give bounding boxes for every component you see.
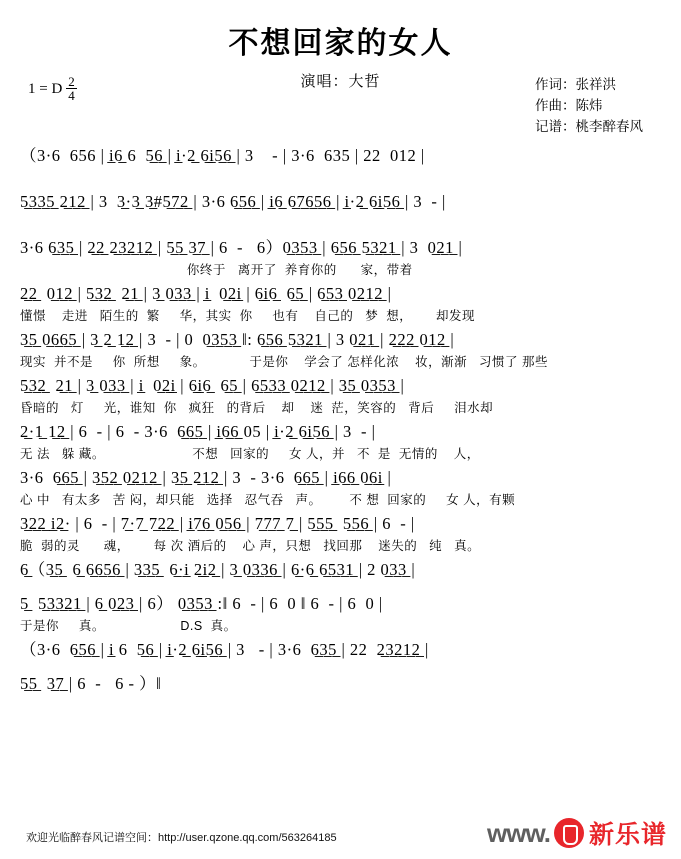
watermark-url: www. (487, 817, 550, 848)
score-line (20, 594, 661, 640)
lyrics-row (20, 170, 661, 188)
lyrics-row (20, 698, 661, 716)
time-signature-denominator: 4 (68, 88, 75, 103)
score-line (20, 468, 661, 514)
notation-row: 5̲5̲ 3̲7̲ | 6 - 6 - ）‖ (20, 674, 162, 693)
score-line (20, 238, 661, 284)
watermark-brand: 新乐谱 (588, 821, 667, 849)
notation-row: 3·6 6̲6̲5̲ | 3̲5̲2̲ 0̲2̲1̲2̲ | 3̲5̲ 2̲1̲2̲ | 3 - 3·6 6̲6̲5̲ | i̲6̲6̲ 0̲6̲i̲ | (20, 468, 392, 487)
score-line (20, 284, 661, 330)
time-signature-numerator: 2 (68, 74, 75, 89)
score-line (20, 514, 661, 560)
key-signature (28, 76, 77, 103)
notation-row: 6̲（3̲5̲ 6̲ 6̲6̲5̲6̲ | 3̲3̲5̲ 6̲·i̲ 2̲i̲2̲ | 3̲ 0̲3̲3̲6̲ | 6̲·6̲ 6̲5̲3̲1̲ | 2 0̲3̲3̲ | (20, 560, 416, 579)
notation-row: （3·6 6̲5̲6̲ | i̲ 6 5̲6̲ | i̲·2̲ 6̲i̲5̲6̲ | 3 - | 3·6 6̲3̲5̲ | 22 2̲3̲2̲1̲2̲ | (20, 640, 429, 659)
score-line (20, 640, 661, 674)
credits-block (535, 74, 643, 137)
score-line (20, 330, 661, 376)
key-label: 1 = D (28, 81, 63, 97)
lyrics-row: 心 中 有太多 苦 闷，却只能 选择 忍气吞 声。 不 想 回家的 女 人，有颗 (20, 493, 516, 507)
singer-label: 演唱：大哲 (300, 73, 381, 90)
footer-note: 欢迎光临醉春风记谱空间：http://user.qzone.qq.com/563264185 (26, 832, 337, 844)
lyrics-row: 你终于 离开了 养育你的 家，带着 (20, 263, 413, 277)
notation-row: 2̲2̲ 0̲1̲2̲ | 5̲3̲2̲ 2̲1̲ | 3̲ 0̲3̲3̲ | i̲ 0̲2̲i̲ | 6̲i̲6̲ 6̲5̲ | 6̲5̲3̲ 0̲2̲1̲2̲ | (20, 284, 392, 303)
lyricist-credit: 作词：张祥洪 (535, 77, 616, 92)
time-signature (66, 75, 77, 102)
watermark-badge (554, 815, 667, 851)
notation-row: 3̲5̲ 0̲6̲6̲5̲ | 3̲ 2̲ 1̲2̲ | 3 - | 0 0̲3̲5̲3̲ ‖: 6̲5̲6̲ 5̲3̲2̲1̲ | 3 0̲2̲1̲ | 2̲2̲2̲ 0̲1̲2̲ | (20, 330, 455, 349)
lyrics-row: 于是你 真。 D.S 真。 (20, 619, 237, 633)
page-title: 不想回家的女人 (228, 27, 453, 60)
composer-credit: 作曲：陈炜 (535, 98, 603, 113)
notation-row: 5̲ 5̲3̲3̲2̲1̲ | 6̲ 0̲2̲3̲ | 6） 0̲3̲5̲3̲ :‖ 6 - | 6 0 ‖ 6 - | 6 0 | (20, 594, 383, 613)
lyrics-row (20, 216, 661, 234)
transcriber-credit: 记谱：桃李醉春风 (535, 119, 643, 134)
lyrics-row: 无 法 躲 藏。 不想 回家的 女 人，并 不 是 无情的 人， (20, 447, 480, 461)
lyrics-row: 昏暗的 灯 光，谁知 你 疯狂 的背后 却 迷 茫，笑容的 背后 泪水却 (20, 401, 494, 415)
score-line (20, 560, 661, 594)
notation-row: 2̲·1̲ 1̲2̲ | 6 - | 6 - 3·6 6̲6̲5̲ | i̲6̲6̲ 05 | i̲·2̲ 6̲i̲5̲6̲ | 3 - | (20, 422, 376, 441)
notation-row: 3·6 6̲3̲5̲ | 2̲2̲ 2̲3̲2̲1̲2̲ | 5̲5̲ 3̲7̲ | 6 - 6）0̲3̲5̲3̲ | 6̲5̲6̲ 5̲3̲2̲1̲ | 3 0̲2̲1̲ | (20, 238, 463, 257)
music-note-icon (554, 818, 584, 848)
score-line (20, 376, 661, 422)
notation-row: （3·6 656 | i̲6̲ 6 5̲6̲ | i̲·2̲ 6̲i̲5̲6̲ | 3 - | 3·6 635 | 22 012 | (20, 146, 425, 165)
notation-row: 5̲3̲3̲5̲ 2̲1̲2̲ | 3 3̲·3̲ 3̲#5̲7̲2̲ | 3·6 6̲5̲6̲ | i̲6̲ 6̲7̲6̲5̲6̲ | i̲·2̲ 6̲i̲5̲6̲ | 3 - | (20, 192, 446, 211)
score-line (20, 674, 661, 708)
lyrics-row: 懂憬 走进 陌生的 繁 华，其实 你 也有 自己的 梦 想， 却发现 (20, 309, 476, 323)
lyrics-row: 脆 弱的灵 魂， 每 次 酒后的 心 声，只想 找回那 迷失的 纯 真。 (20, 539, 481, 553)
score-line (20, 192, 661, 238)
notation-row: 5̲3̲2̲ 2̲1̲ | 3̲ 0̲3̲3̲ | i̲ 0̲2̲i̲ | 6̲i̲6̲ 6̲5̲ | 6̲5̲3̲3̲ 0̲2̲1̲2̲ | 3̲5̲ 0̲3̲5̲3̲ | (20, 376, 405, 395)
notation-row: 3̲2̲2̲ i̲2̲· | 6 - | 7̲·7̲ 7̲2̲2̲ | i̲7̲6̲ 0̲5̲6̲ | 7̲7̲7̲ 7̲ | 5̲5̲5̲ 5̲5̲6̲ | 6 - | (20, 514, 415, 533)
score-line (20, 146, 661, 192)
score-line (20, 422, 661, 468)
score-body (20, 146, 661, 708)
watermark (487, 815, 667, 851)
sheet-music-page (0, 18, 681, 859)
lyrics-row: 现实 并不是 你 所想 象。 于是你 学会了 怎样化浓 妆，渐渐 习惯了 那些 (20, 355, 548, 369)
